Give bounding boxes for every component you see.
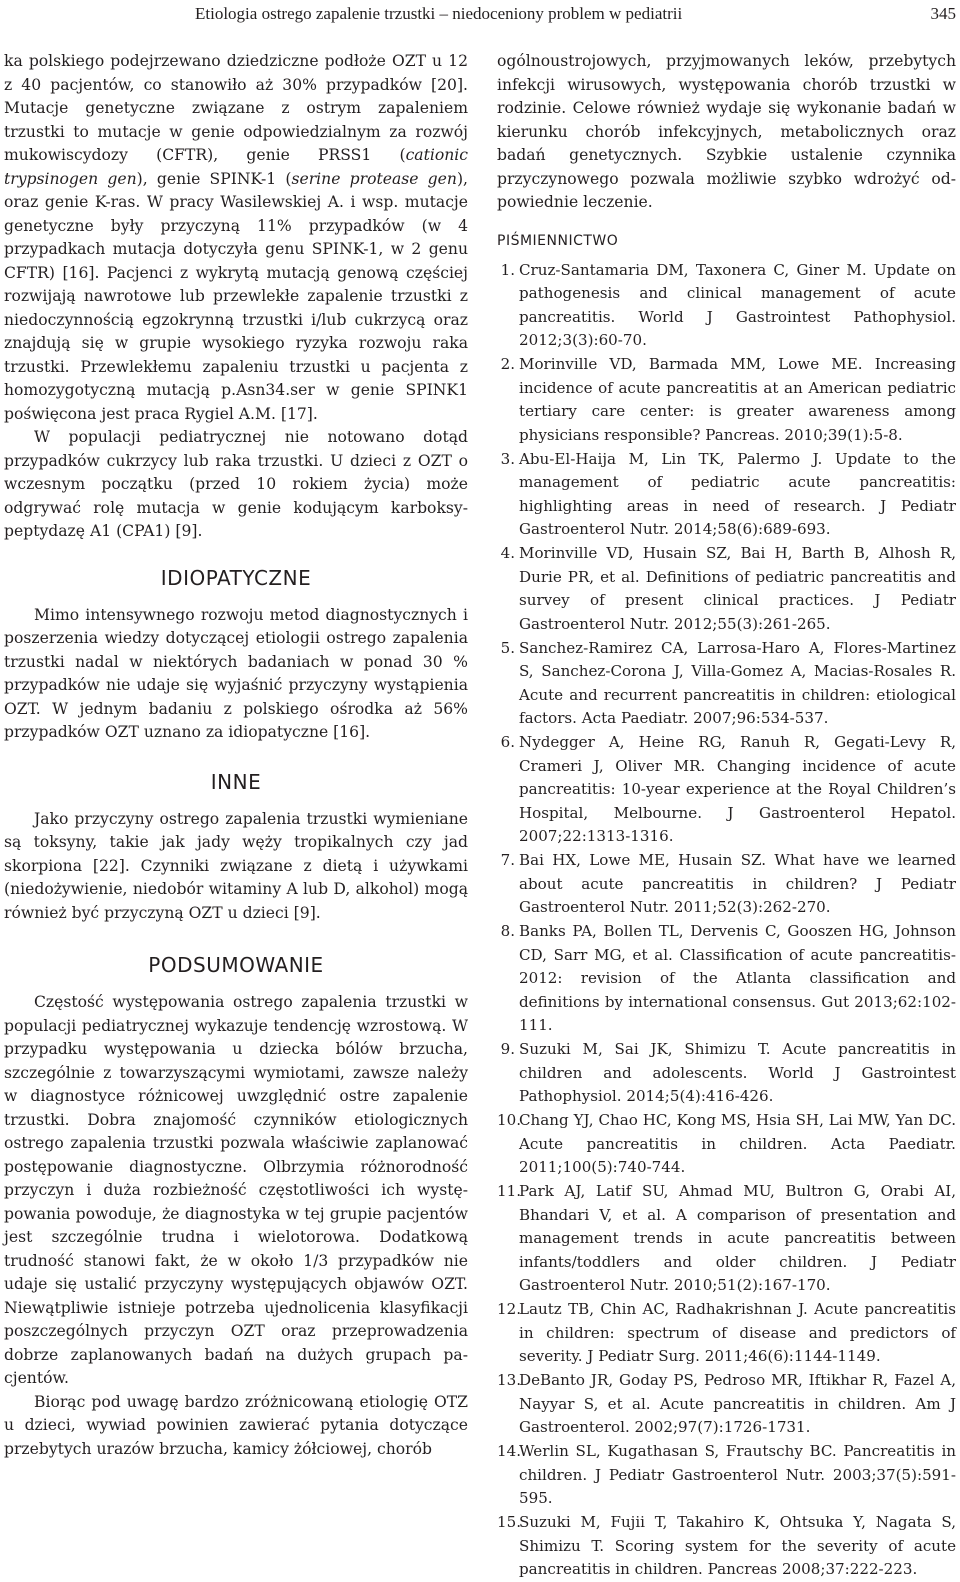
running-title: Etiologia ostrego zapalenie trzustki – niedoceniony problem w pediatrii (195, 4, 683, 23)
reference-item (497, 353, 956, 447)
reference-number: 6. (500, 733, 515, 751)
reference-number: 11. (497, 1182, 522, 1200)
reference-item (497, 637, 956, 731)
reference-item (497, 448, 956, 542)
left-column (4, 50, 468, 1461)
references-list (497, 259, 956, 1582)
section-heading-podsumowanie: PODSUMOWANIE (148, 953, 324, 977)
reference-number: 9. (500, 1040, 515, 1058)
right-column (497, 50, 956, 1582)
references-heading: PIŚMIENNICTWO (497, 232, 619, 249)
section-heading-inne: INNE (210, 769, 262, 794)
reference-text: Nydegger A, Heine RG, Ranuh R, Gegati-Levy R, Crameri J, Oliver MR. Changing incidence of acute pancreatitis: 10-year experience at the Royal Children’s Hospital, Melbourne. J Gastroenterol Hepatol. 2007;22:1313-1316. (519, 733, 956, 845)
reference-text: Banks PA, Bollen TL, Dervenis C, Gooszen HG, Johnson CD, Sarr MG, et al. Classification of acute pancreatitis-2012: revision of the Atlanta classification and definitions by international consensus. Gut 2013;62:102-111. (519, 922, 956, 1034)
running-header (0, 4, 960, 28)
reference-item (497, 1440, 956, 1511)
reference-item (497, 1369, 956, 1440)
reference-text: Cruz-Santamaria DM, Taxonera C, Giner M. Update on pathogenesis and clinical management of acute pancreatitis. World J Gastrointest Pathophysiol. 2012;3(3):60-70. (519, 260, 956, 349)
page-number: 345 (930, 4, 956, 23)
paragraph-genetic-mutations (4, 50, 468, 426)
reference-item (497, 1180, 956, 1298)
reference-item (497, 849, 956, 920)
paragraph-idiopathic: Mimo intensywnego rozwoju metod diagnostycznych i poszerzenia wiedzy dotyczącej etiologii ostrego zapalenia trzustki nadal w niektórych badaniach w ponad 30 % przypadków nie udaje się wyjaśnić przyczyny wystąpienia OZT. W jednym badaniu z polskiego ośrodka aż 56% przypadków OZT uznano za idiopatyczne [16]. (4, 605, 468, 741)
reference-number: 12. (497, 1300, 522, 1318)
paragraph-other-causes: Jako przyczyny ostrego zapalenia trzustki wymieniane są toksyny, takie jak jady węży tropikalnych czy jad skorpiona [22]. Czynniki związane z dietą i używkami (niedożywienie, niedobór witaminy A lub D, alkohol) mogą również być przyczyną OZT u dzieci [9]. (4, 809, 468, 922)
reference-text: Suzuki M, Fujii T, Takahiro K, Ohtsuka Y, Nagata S, Shimizu T. Scoring system for the severity of acute pancreatitis in children. Pancreas 2008;37:222-223. (519, 1513, 956, 1578)
reference-text: Sanchez-Ramirez CA, Larrosa-Haro A, Flores-Martinez S, Sanchez-Corona J, Villa-Gomez A, Macias-Rosales R. Acute and recurrent pancreatitis in children: etiological factors. Acta Paediatr. 2007;96:534-537. (519, 638, 956, 727)
reference-text: Chang YJ, Chao HC, Kong MS, Hsia SH, Lai MW, Yan DC. Acute pancreatitis in children. Acta Paediatr. 2011;100(5):740-744. (519, 1111, 956, 1176)
reference-item (497, 920, 956, 1038)
reference-item (497, 1511, 956, 1582)
paragraph-pediatric-population: W populacji pediatrycznej nie notowano dotąd przypadków cukrzycy lub raka trzustki. U dzieci z OZT o wczesnym początku (przed 10 rokiem życia) może odgrywać rolę mutacja w genie kodującym karboksypeptydazę A1 (CPA1) [9]. (4, 428, 468, 540)
reference-text: Morinville VD, Husain SZ, Bai H, Barth B, Alhosh R, Durie PR, et al. Definitions of pediatric pancreatitis and survey of present clinical practices. J Pediatr Gastroenterol Nutr. 2012;55(3):261-265. (519, 544, 956, 633)
reference-number: 10. (497, 1111, 522, 1129)
reference-item (497, 1038, 956, 1109)
reference-text: Suzuki M, Sai JK, Shimizu T. Acute pancreatitis in children and adolescents. World J Gastrointest Pathophysiol. 2014;5(4):416-426. (519, 1040, 956, 1105)
reference-item (497, 1298, 956, 1369)
paragraph-summary: Częstość występowania ostrego zapalenia trzustki w populacji pediatrycznej wykazuje tendencję wzrostową. W przypadku występowania u dziecka bólów brzucha, szczególnie z towarzyszącymi wymiotami, zawsze należy w diagnostyce różnicowej uwzględnić ostre zapalenie trzustki. Dobra znajomość czynników etiologicznych ostrego zapalenia trzustki pozwala właściwie zaplanować postępowanie diagnostyczne. Olbrzymia różnorodność przyczyn i duża rozbieżność częstotliwości ich występowania powoduje, że diagnostyka w tej grupie pacjentów jest szczególnie trudna i wielotorowa. Dodatkową trudność stanowi fakt, że w około 1/3 przypadków nie udaje się ustalić przyczyny występujących objawów OZT. Niewątpliwie istnieje potrzeba ujednolicenia klasyfikacji poszczególnych przyczyn OZT oraz przeprowadzenia dobrze zaplanowanych badań na dużych grupach pacjentów. (4, 993, 468, 1387)
paragraph-text: ka polskiego podejrzewano dziedziczne podłoże OZT u 12 z 40 pacjentów, co stanowiło aż 30% przypadków [20]. Mutacje genetyczne związane z ostrym zapaleniem trzustki to mutacje w genie odpowiedzialnym za rozwój mukowiscydozy (CFTR), genie PRSS1 ( (4, 52, 468, 164)
reference-text: DeBanto JR, Goday PS, Pedroso MR, Iftikhar R, Fazel A, Nayyar S, et al. Acute pancreatitis in children. Am J Gastroenterol. 2002;97(7):1726-1731. (519, 1371, 956, 1436)
reference-text: Abu-El-Haija M, Lin TK, Palermo J. Update to the management of pediatric acute pancreatitis: highlighting areas in need of research. J Pediatr Gastroenterol Nutr. 2014;58(6):689-693. (519, 449, 956, 538)
paragraph-summary-continued: Biorąc pod uwagę bardzo zróżnicowaną etiologię OTZ u dzieci, wywiad powinien zawierać pytania dotyczące przebytych urazów brzucha, kamicy żółciowej, chorób (4, 1392, 468, 1458)
reference-item (497, 731, 956, 849)
reference-number: 7. (500, 851, 515, 869)
reference-number: 1. (500, 260, 515, 279)
paragraph-continuation: ogólnoustrojowych, przyjmowanych leków, przebytych infekcji wirusowych, występowania chorób trzustki w rodzinie. Celowe również wydaje się wykonanie badań w kierunku chorób infekcyjnych, metabolicznych oraz badań genetycznych. Szybkie ustalenie czynnika przyczynowego pozwala możliwie szybko wdrożyć odpowiednie leczenie. (497, 52, 956, 211)
reference-number: 5. (500, 638, 515, 657)
reference-item (497, 259, 956, 353)
reference-number: 14. (497, 1442, 522, 1460)
reference-item (497, 1109, 956, 1180)
reference-text: Werlin SL, Kugathasan S, Frautschy BC. Pancreatitis in children. J Pediatr Gastroenterol Nutr. 2003;37(5):591-595. (519, 1442, 956, 1507)
reference-number: 4. (500, 544, 515, 562)
reference-number: 13. (497, 1371, 522, 1389)
reference-text: Morinville VD, Barmada MM, Lowe ME. Increasing incidence of acute pancreatitis at an American pediatric tertiary care center: is greater awareness among physicians responsible? Pancreas. 2010;39(1):5-8. (519, 355, 956, 444)
reference-number: 2. (500, 355, 515, 373)
italic-term: serine protease gen (291, 169, 457, 188)
reference-text: Bai HX, Lowe ME, Husain SZ. What have we learned about acute pancreatitis in children? J Pediatr Gastroenterol Nutr. 2011;52(3):262-270. (519, 851, 956, 916)
reference-item (497, 542, 956, 636)
reference-text: Lautz TB, Chin AC, Radhakrishnan J. Acute pancreatitis in children: spectrum of disease and predictors of severity. J Pediatr Surg. 2011;46(6):1144-1149. (519, 1300, 956, 1365)
reference-number: 3. (500, 449, 515, 468)
paragraph-text: ), genie SPINK-1 ( (136, 169, 292, 188)
section-heading-idiopatyczne: IDIOPATYCZNE (160, 565, 312, 590)
reference-number: 15. (497, 1513, 522, 1531)
paragraph-text: ), oraz genie K-ras. W pracy Wasilewskiej A. i wsp. mutacje genetyczne były przyczyną 11% przypadków (w 4 przypadkach mutacja dotyczyła genu SPINK-1, w 2 genu CFTR) [16]. Pacjenci z wykrytą mutacją genową częściej rozwijają nawrotowe lub przewlekłe zapalenie trzustki z niedoczynnością egzokrynną trzustki i/lub cukrzycą oraz znajdują się w grupie wysokiego ryzyka rozwoju raka trzustki. Przewlekłemu zapaleniu trzustki u pacjenta z homozygotyczną mutacją p.Asn34.ser w genie SPINK1 poświęcona jest praca Rygiel A.M. [17]. (4, 169, 468, 423)
italic-term: cationic trypsinogen gen (4, 146, 468, 188)
reference-number: 8. (500, 922, 515, 940)
reference-text: Park AJ, Latif SU, Ahmad MU, Bultron G, Orabi AI, Bhandari V, et al. A comparison of presentation and management trends in acute pancreatitis between infants/toddlers and older children. J Pediatr Gastroenterol Nutr. 2010;51(2):167-170. (519, 1182, 956, 1294)
